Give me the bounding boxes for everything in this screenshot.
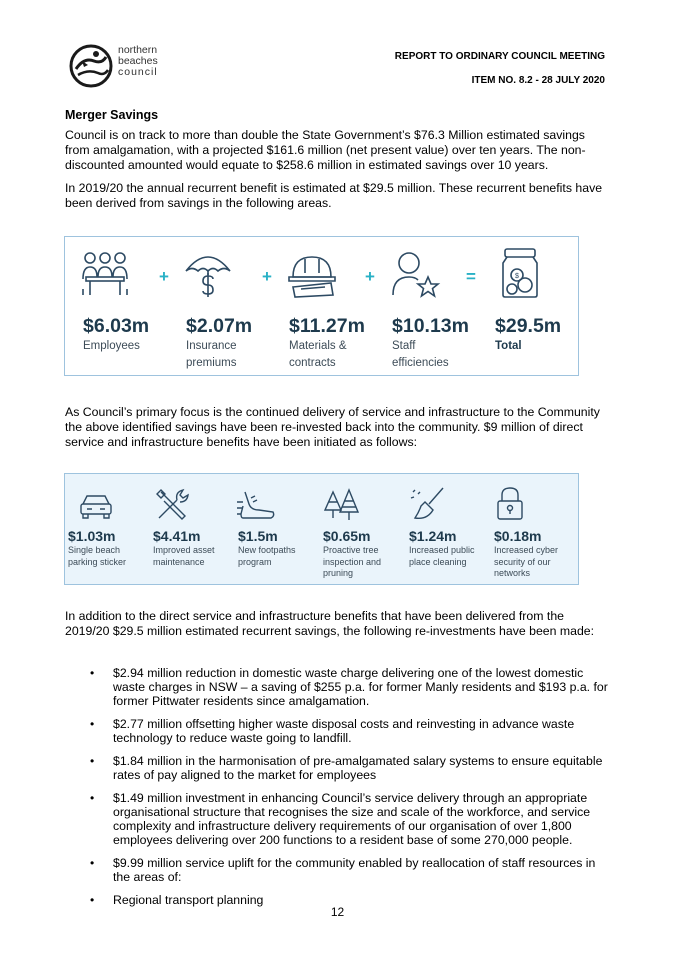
label-cleaning: Increased public place cleaning <box>409 545 475 567</box>
amount-materials: $11.27m <box>289 315 365 337</box>
list-item: • $2.77 million offsetting higher waste disposal costs and reinvesting in advance waste technology to reduce waste going to landfill. <box>90 717 610 745</box>
list-item: • $2.94 million reduction in domestic waste charge delivering one of the lowest domestic waste charges in NSW – a saving of $255 p.a. for former Manly residents and $193 p.a. for former Pittwater residents since amalgamation. <box>90 666 610 708</box>
amount-employees: $6.03m <box>83 315 150 337</box>
item-number: ITEM NO. 8.2 - 28 JULY 2020 <box>471 75 605 86</box>
label-employees: Employees <box>83 340 140 352</box>
trees-icon <box>323 488 361 522</box>
benefits-infographic <box>64 473 579 585</box>
paragraph-4: In addition to the direct service and infrastructure benefits that have been delivered from the 2019/20 $29.5 million estimated recurrent savings, the following re-investments have been made: <box>65 609 595 638</box>
money-jar-icon <box>495 247 545 299</box>
label-tree: Proactive tree inspection and pruning <box>323 545 382 578</box>
label-parking: Single beach parking sticker <box>68 545 127 567</box>
savings-infographic <box>64 236 579 376</box>
label-insurance: Insurance premiums <box>186 340 237 369</box>
padlock-icon <box>495 486 525 522</box>
meeting-people-icon <box>80 249 130 299</box>
amount-cyber: $0.18m <box>494 528 542 544</box>
amount-footpaths: $1.5m <box>238 528 278 544</box>
amount-cleaning: $1.24m <box>409 528 457 544</box>
logo-text: northern beaches council <box>118 44 158 78</box>
label-cyber: Increased cyber security of our networks <box>494 545 559 578</box>
tools-icon <box>153 486 191 524</box>
paragraph-1: Council is on track to more than double the State Government’s $76.3 Million estimated savings from amalgamation, with a projected $161.6 million (net present value) over ten years. The non-discounted amounted would equate to $258.6 million in estimated savings over 10 years. <box>65 128 586 172</box>
plus-operator: + <box>262 267 272 286</box>
cleaning-brush-icon <box>409 486 447 522</box>
paragraph-2: In 2019/20 the annual recurrent benefit is estimated at $29.5 million. These recurrent benefits have been derived from savings in the following areas. <box>65 181 603 210</box>
reinvestment-list <box>90 666 610 916</box>
list-item: • $1.49 million investment in enhancing Council’s service delivery through an appropriate organisational structure that recognises the size and scale of the workforce, and service complexity and infrastructure delivery requirements of our organisation of over 1,800 employees delivering over 200 functions to a resident base of some 270,000 people. <box>90 791 610 847</box>
person-star-icon <box>391 249 441 299</box>
amount-parking: $1.03m <box>68 528 116 544</box>
list-item: • Regional transport planning <box>90 893 610 907</box>
plus-operator: + <box>365 267 375 286</box>
amount-asset: $4.41m <box>153 528 201 544</box>
label-materials: Materials & contracts <box>289 340 347 369</box>
label-total: Total <box>495 340 522 352</box>
amount-insurance: $2.07m <box>186 315 253 337</box>
report-title: REPORT TO ORDINARY COUNCIL MEETING <box>394 51 605 62</box>
plus-operator: + <box>159 267 169 286</box>
label-staff: Staff efficiencies <box>392 340 449 369</box>
paragraph-3: As Council’s primary focus is the continued delivery of service and infrastructure to the Community the above identified savings have been re-invested back into the community. $9 million of direct service and infrastructure benefits have been initiated as follows: <box>65 405 600 449</box>
label-asset: Improved asset maintenance <box>153 545 215 567</box>
equals-operator: = <box>466 267 476 286</box>
label-footpaths: New footpaths program <box>238 545 296 567</box>
svg-text:$: $ <box>515 273 519 280</box>
page-number: 12 <box>330 905 345 919</box>
hardhat-plans-icon <box>287 249 337 299</box>
council-emblem-icon <box>68 43 114 89</box>
list-item: • $1.84 million in the harmonisation of pre-amalgamated salary systems to ensure equitable rates of pay aligned to the market for employees <box>90 754 610 782</box>
umbrella-dollar-icon <box>183 249 233 299</box>
running-shoe-icon <box>237 488 277 522</box>
council-logo <box>68 43 178 89</box>
amount-tree: $0.65m <box>323 528 371 544</box>
car-icon <box>79 488 113 522</box>
amount-staff: $10.13m <box>392 315 469 337</box>
list-item: • $9.99 million service uplift for the community enabled by reallocation of staff resources in the areas of: <box>90 856 610 884</box>
section-title: Merger Savings <box>65 108 159 122</box>
amount-total: $29.5m <box>495 315 562 337</box>
